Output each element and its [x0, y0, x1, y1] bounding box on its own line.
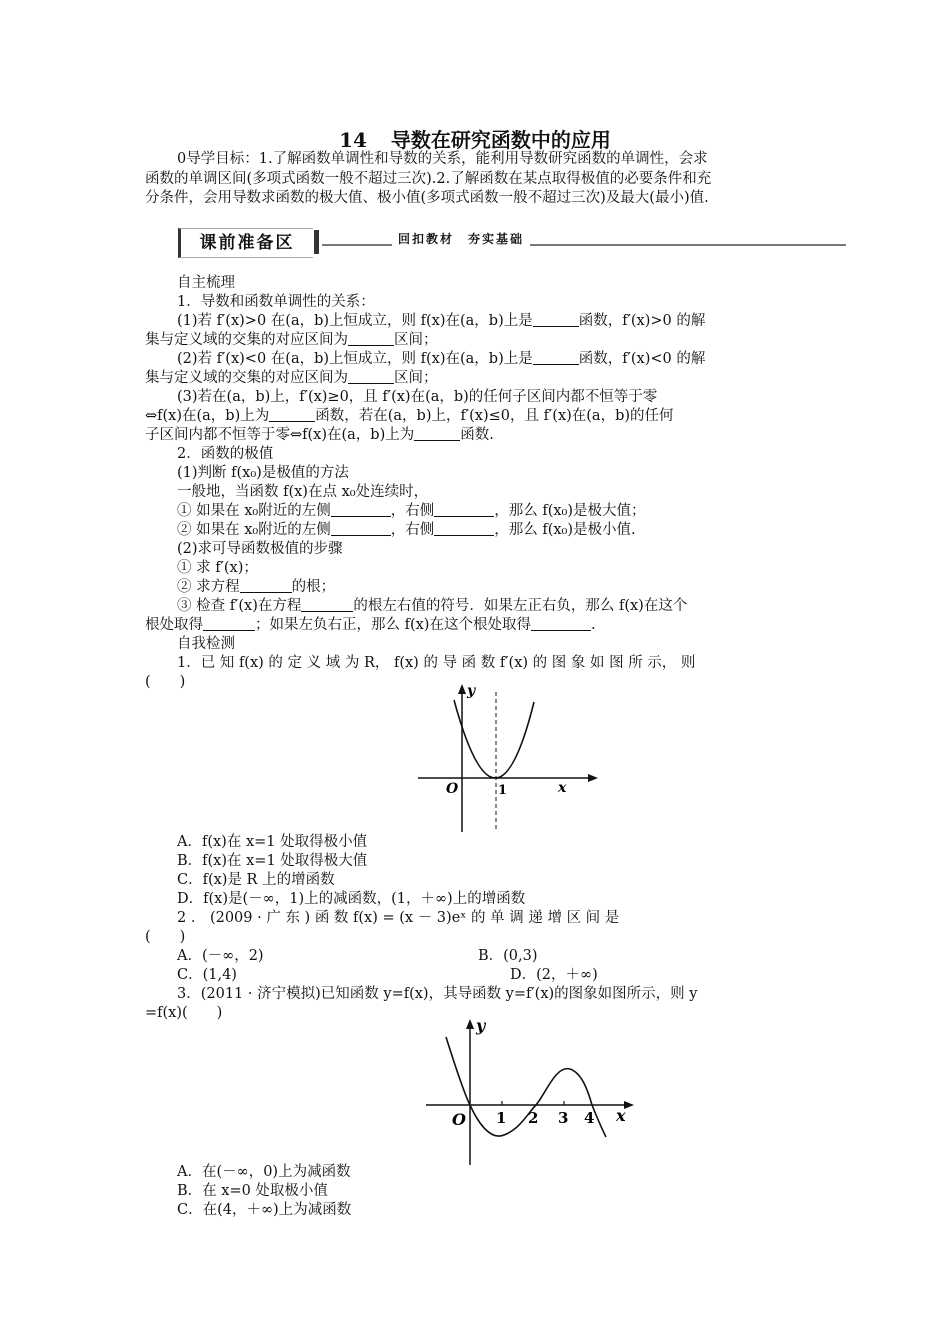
q3-figure: [420, 1015, 640, 1170]
blank: [240, 578, 292, 593]
q2-option-c[interactable]: C．(1,4): [177, 967, 237, 983]
blank: [533, 350, 579, 365]
judge-intro: 一般地，当函数 f(x)在点 x₀处连续时，: [177, 484, 429, 500]
q3-stem: 3．(2011 · 济宁模拟)已知函数 y=f(x)，其导函数 y=f′(x)的图象如图所示，则 y: [177, 986, 698, 1002]
blank: [348, 331, 394, 346]
q2-option-a[interactable]: A．(－∞，2): [177, 948, 264, 964]
q3-paren: =f(x)( ): [145, 1005, 223, 1021]
y-axis-arrow: [466, 1019, 474, 1029]
blank: [301, 597, 353, 612]
q1-option-c[interactable]: C．f(x)是 R 上的增函数: [177, 872, 335, 888]
q1-paren: ( ): [145, 674, 186, 690]
step-3-line1: ③ 检查 f′(x)在方程 的根左右值的符号．如果左正右负，那么 f(x)在这个: [177, 598, 688, 614]
title-number: 14: [339, 128, 367, 152]
goal-label: 0导学目标：: [177, 151, 259, 167]
cond2-line2: 集与定义域的交集的对应区间为 区间；: [145, 370, 438, 386]
banner-main: 课前准备区: [178, 228, 313, 258]
tick-2: 2: [528, 1109, 539, 1127]
y-label: y: [467, 683, 476, 699]
blank: [434, 502, 494, 517]
q3-option-c[interactable]: C．在(4，＋∞)上为减函数: [177, 1202, 352, 1218]
origin-label: O: [452, 1110, 466, 1129]
y-axis-arrow: [458, 684, 466, 694]
section1-heading: 自主梳理: [177, 275, 235, 291]
judge-max: ① 如果在 x₀附近的左侧 ，右侧 ，那么 f(x₀)是极大值；: [177, 503, 646, 519]
goal-line-2: 函数的单调区间(多项式函数一般不超过三次).2.了解函数在某点取得极值的必要条件和充: [145, 170, 712, 187]
banner-bar: [314, 230, 319, 254]
blank: [331, 502, 391, 517]
q2-stem: 2 ． (2009 · 广 东 ) 函 数 f(x) = (x － 3)eˣ 的 单 调 递 增 区 间 是: [177, 910, 620, 926]
tick-3: 3: [558, 1109, 569, 1127]
x-label: x: [616, 1106, 626, 1125]
section2-heading: 自我检测: [177, 636, 235, 652]
page-title: [0, 124, 950, 153]
blank: [531, 616, 591, 631]
blank: [533, 312, 579, 327]
goal-line-1: 1.了解函数单调性和导数的关系，能利用导数研究函数的单调性，会求: [258, 151, 708, 167]
judge-heading: (1)判断 f(x₀)是极值的方法: [177, 465, 349, 481]
derivative-curve: [454, 700, 534, 778]
q2-paren: ( ): [145, 929, 186, 945]
q1-option-a[interactable]: A．f(x)在 x=1 处取得极小值: [177, 834, 368, 850]
x-axis-arrow: [588, 774, 598, 782]
q1-stem: 1．已 知 f(x) 的 定 义 域 为 R， f(x) 的 导 函 数 f′(x) 的 图 象 如 图 所 示， 则: [177, 655, 696, 671]
blank: [434, 521, 494, 536]
item2-heading: 2．函数的极值: [177, 446, 274, 462]
learning-goal: [145, 150, 807, 209]
cond1-line2: 集与定义域的交集的对应区间为 区间；: [145, 332, 438, 348]
step-1: ① 求 f′(x)；: [177, 560, 258, 576]
q1-figure: [410, 680, 600, 840]
goal-line-3: 分条件，会用导数求函数的极大值、极小值(多项式函数一般不超过三次)及最大(最小)值.: [145, 190, 709, 206]
cond1-line1: (1)若 f′(x)>0 在(a，b)上恒成立，则 f(x)在(a，b)上是 函数，f′(x)>0 的解: [177, 313, 706, 329]
cond3-line2: ⇔f(x)在(a，b)上为 函数，若在(a，b)上，f′(x)≤0，且 f′(x)在(a，b)的任何: [145, 408, 674, 424]
cond3-line3: 子区间内都不恒等于零⇔f(x)在(a，b)上为 函数.: [145, 427, 494, 443]
blank: [269, 407, 315, 422]
tick-1: 1: [496, 1109, 507, 1127]
x-label: x: [558, 780, 567, 796]
step-2: ② 求方程 的根；: [177, 579, 336, 595]
banner-sub: 回扣教材 夯实基础: [392, 230, 530, 247]
cond2-line1: (2)若 f′(x)<0 在(a，b)上恒成立，则 f(x)在(a，b)上是 函数，f′(x)<0 的解: [177, 351, 706, 367]
item1-heading: 1．导数和函数单调性的关系：: [177, 294, 375, 310]
tick-1: 1: [498, 783, 508, 798]
tick-4: 4: [584, 1109, 595, 1127]
y-label: y: [476, 1016, 486, 1035]
q3-option-b[interactable]: B．在 x=0 处取极小值: [177, 1183, 328, 1199]
q3-option-a[interactable]: A．在(－∞，0)上为减函数: [177, 1164, 351, 1180]
q2-option-d[interactable]: D．(2，＋∞): [510, 967, 598, 983]
blank: [331, 521, 391, 536]
q1-option-b[interactable]: B．f(x)在 x=1 处取得极大值: [177, 853, 368, 869]
title-text: 导数在研究函数中的应用: [390, 128, 611, 152]
judge-min: ② 如果在 x₀附近的左侧 ，右侧 ，那么 f(x₀)是极小值.: [177, 522, 636, 538]
q2-option-b[interactable]: B．(0,3): [478, 948, 538, 964]
q1-option-d[interactable]: D．f(x)是(－∞，1)上的减函数，(1，＋∞)上的增函数: [177, 891, 526, 907]
steps-heading: (2)求可导函数极值的步骤: [177, 541, 343, 557]
origin-label: O: [446, 781, 459, 797]
blank: [203, 616, 255, 631]
cond3-line1: (3)若在(a，b)上，f′(x)≥0，且 f′(x)在(a，b)的任何子区间内都不恒等于零: [177, 389, 658, 405]
blank: [348, 369, 394, 384]
blank: [414, 426, 460, 441]
step-3-line2: 根处取得 ；如果左负右正，那么 f(x)在这个根处取得 .: [145, 617, 596, 633]
section-banner: [178, 228, 846, 258]
